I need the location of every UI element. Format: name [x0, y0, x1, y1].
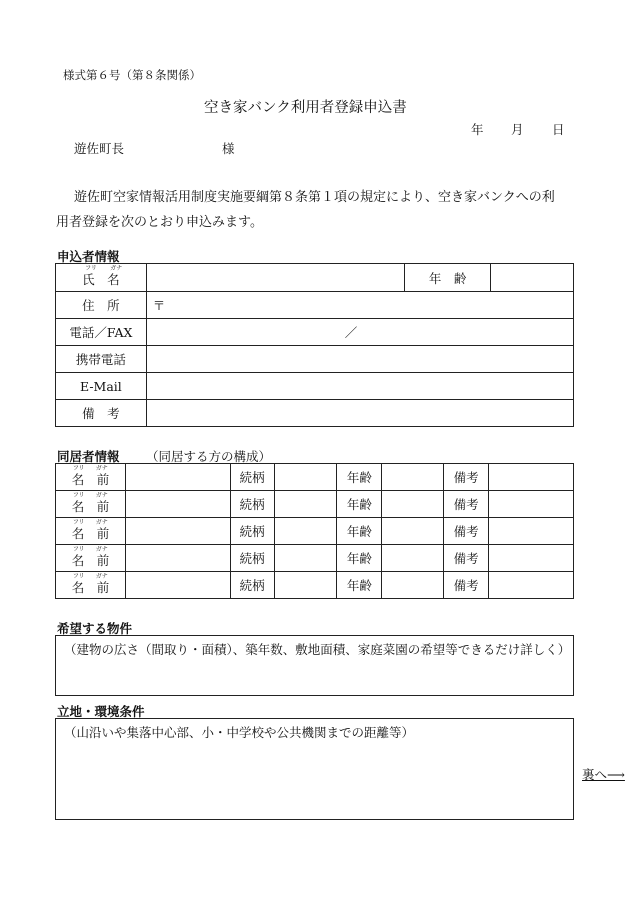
household-remarks-field[interactable]: [489, 464, 574, 491]
date-month: 月: [511, 122, 524, 137]
address-label: 住 所: [56, 292, 147, 319]
household-name-label: フリ ガナ 名 前: [56, 545, 126, 572]
ruby-gana: ガナ: [95, 491, 108, 499]
ruby-furi: フリ: [72, 572, 85, 580]
household-relation-label: 続柄: [230, 491, 274, 518]
household-heading: 同居者情報: [57, 449, 120, 464]
ruby-gana: ガナ: [95, 464, 108, 472]
age-label: 年 齢: [405, 264, 491, 292]
date-day: 日: [552, 122, 565, 137]
email-label: E-Mail: [56, 373, 147, 400]
intro-line-2: 用者登録を次のとおり申込みます。: [56, 215, 263, 230]
property-hint: （建物の広さ（間取り・面積）、築年数、敷地面積、家庭菜園の希望等できるだけ詳しく）: [64, 642, 571, 657]
remarks-label: 備 考: [56, 400, 147, 427]
date-year: 年: [471, 122, 484, 137]
property-box[interactable]: [55, 635, 574, 696]
page-title: 空き家バンク利用者登録申込書: [204, 100, 407, 116]
household-age-field[interactable]: [382, 572, 444, 599]
name-field[interactable]: [146, 264, 404, 292]
household-remarks-field[interactable]: [489, 545, 574, 572]
applicant-heading: 申込者情報: [57, 249, 120, 264]
household-age-label: 年齢: [337, 464, 382, 491]
household-relation-field[interactable]: [274, 491, 337, 518]
household-relation-field[interactable]: [274, 518, 337, 545]
address-field[interactable]: [146, 292, 573, 319]
household-age-field[interactable]: [382, 464, 444, 491]
property-heading: 希望する物件: [57, 621, 133, 636]
ruby-gana: ガナ: [95, 518, 108, 526]
name-label: 氏 名: [82, 272, 120, 287]
household-row: [56, 464, 574, 491]
location-hint: （山沿いや集落中心部、小・中学校や公共機関までの距離等）: [64, 725, 415, 740]
addressee-honorific: 様: [222, 141, 235, 156]
household-subheading: （同居する方の構成）: [146, 449, 272, 464]
household-name-field[interactable]: [125, 464, 230, 491]
household-remarks-field[interactable]: [489, 518, 574, 545]
household-name-field[interactable]: [125, 491, 230, 518]
household-remarks-label: 備考: [444, 518, 489, 545]
mobile-field[interactable]: [146, 346, 573, 373]
form-number: 様式第６号（第８条関係）: [63, 68, 201, 82]
location-box[interactable]: [55, 718, 574, 820]
household-relation-field[interactable]: [274, 572, 337, 599]
household-age-field[interactable]: [382, 545, 444, 572]
ruby-furi: フリ: [72, 518, 85, 526]
household-row: [56, 518, 574, 545]
applicant-table: [55, 263, 574, 427]
household-relation-label: 続柄: [230, 464, 274, 491]
email-field[interactable]: [146, 373, 573, 400]
household-remarks-label: 備考: [444, 464, 489, 491]
ruby-furi: フリ: [72, 491, 85, 499]
household-table: [55, 463, 574, 599]
household-remarks-field[interactable]: [489, 491, 574, 518]
household-remarks-label: 備考: [444, 572, 489, 599]
household-name-label: フリ ガナ 名 前: [56, 572, 126, 599]
household-relation-label: 続柄: [230, 518, 274, 545]
phone-fax-field[interactable]: [146, 319, 573, 346]
household-row: [56, 572, 574, 599]
household-remarks-label: 備考: [444, 491, 489, 518]
household-row: [56, 491, 574, 518]
ruby-furi: フリ: [72, 464, 85, 472]
household-relation-field[interactable]: [274, 464, 337, 491]
household-age-field[interactable]: [382, 518, 444, 545]
household-relation-field[interactable]: [274, 545, 337, 572]
intro-line-1: 遊佐町空家情報活用制度実施要綱第８条第１項の規定により、空き家バンクへの利: [74, 190, 555, 205]
household-row: [56, 545, 574, 572]
household-relation-label: 続柄: [230, 572, 274, 599]
addressee-name: 遊佐町長: [74, 141, 125, 156]
household-name-label: フリ ガナ 名 前: [56, 464, 126, 491]
next-page-link[interactable]: 裏へ⟶: [582, 767, 625, 782]
age-field[interactable]: [491, 264, 574, 292]
household-name-field[interactable]: [125, 545, 230, 572]
remarks-field[interactable]: [146, 400, 573, 427]
location-heading: 立地・環境条件: [57, 704, 145, 719]
phone-fax-label: 電話／FAX: [56, 319, 147, 346]
phone-fax-separator: ／: [344, 325, 358, 340]
household-age-label: 年齢: [337, 491, 382, 518]
household-name-label: フリ ガナ 名 前: [56, 491, 126, 518]
ruby-furi: フリ: [85, 265, 97, 272]
household-age-label: 年齢: [337, 545, 382, 572]
postal-mark: 〒: [152, 298, 166, 313]
household-remarks-field[interactable]: [489, 572, 574, 599]
household-relation-label: 続柄: [230, 545, 274, 572]
ruby-gana: ガナ: [110, 265, 123, 272]
household-age-label: 年齢: [337, 572, 382, 599]
household-name-field[interactable]: [125, 518, 230, 545]
household-name-field[interactable]: [125, 572, 230, 599]
mobile-label: 携帯電話: [56, 346, 147, 373]
ruby-gana: ガナ: [95, 572, 108, 580]
household-age-label: 年齢: [337, 518, 382, 545]
name-label-cell: [56, 264, 147, 292]
ruby-gana: ガナ: [95, 545, 108, 553]
household-age-field[interactable]: [382, 491, 444, 518]
ruby-furi: フリ: [72, 545, 85, 553]
household-name-label: フリ ガナ 名 前: [56, 518, 126, 545]
household-remarks-label: 備考: [444, 545, 489, 572]
